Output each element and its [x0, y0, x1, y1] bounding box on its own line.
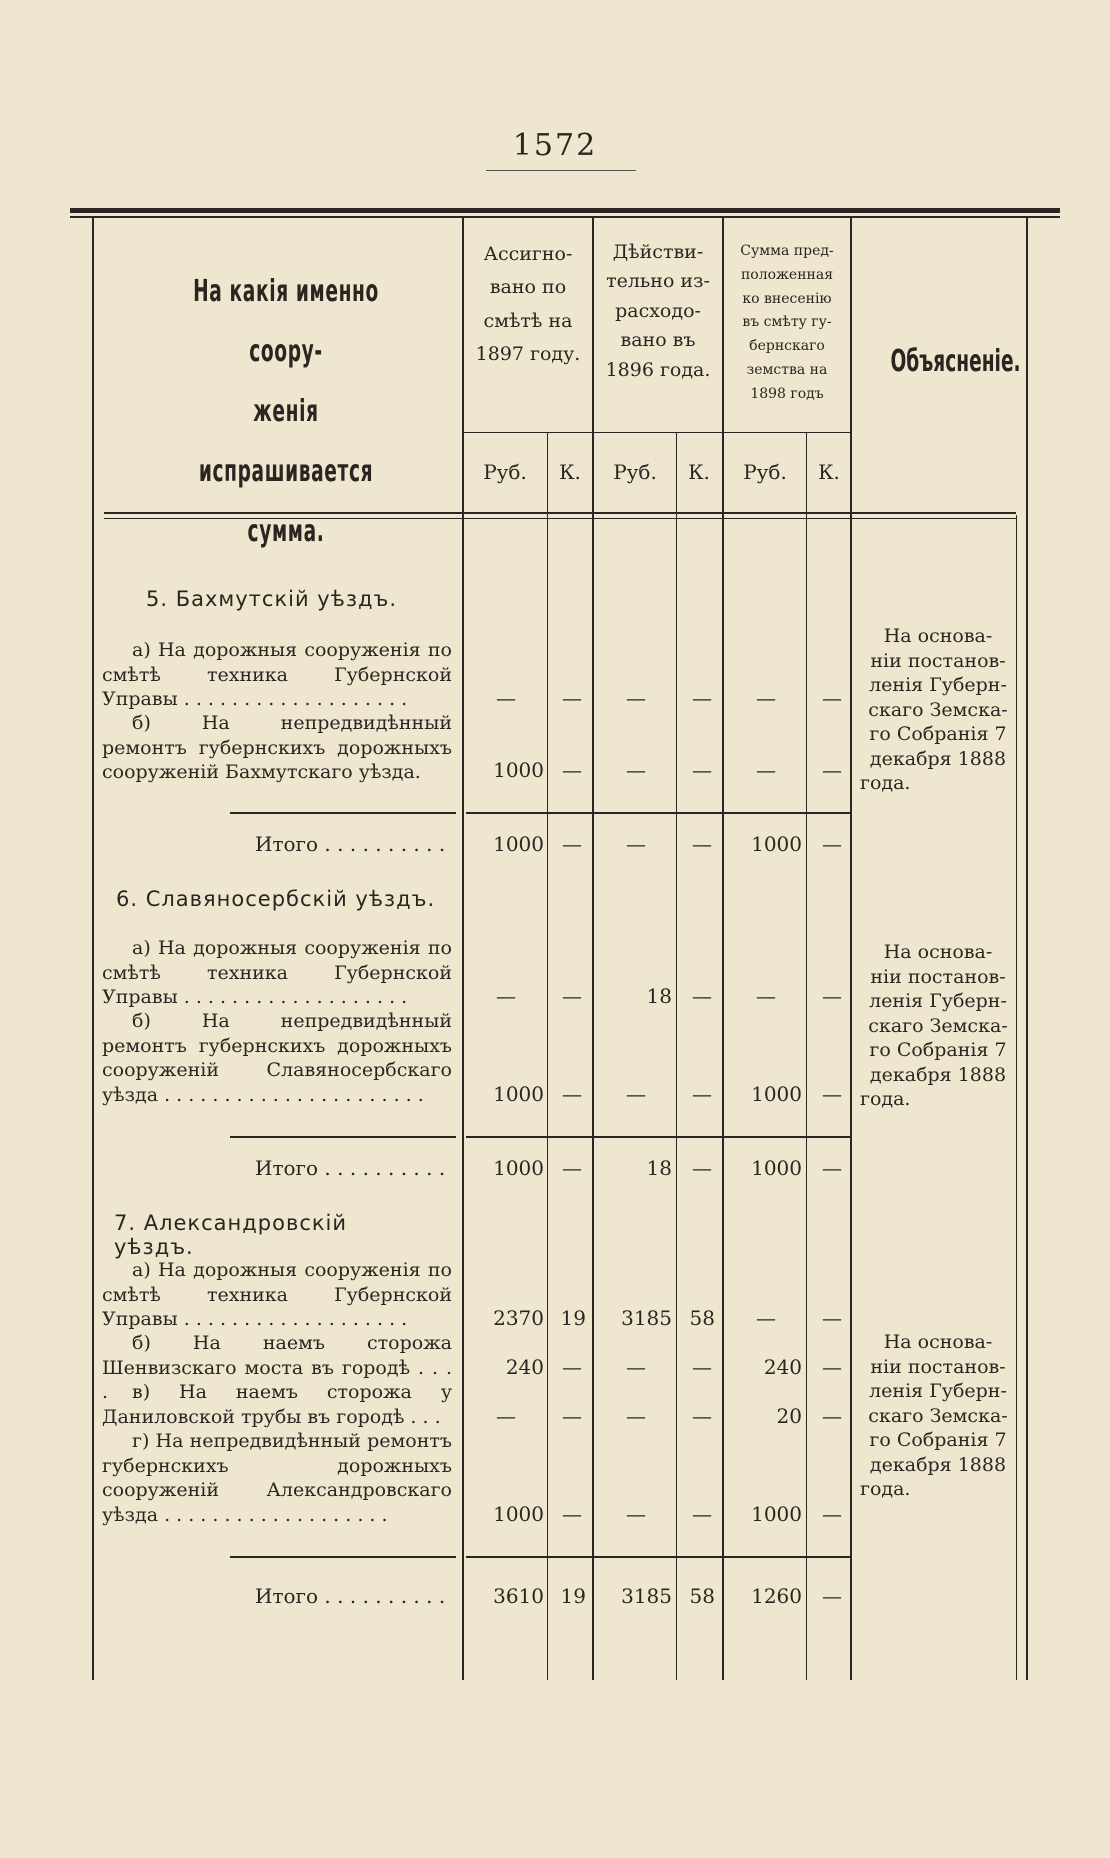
dash: — [626, 1355, 646, 1379]
dash: — [692, 832, 712, 856]
total-cell: 1000 [493, 1156, 544, 1180]
page-number-rule [486, 170, 636, 171]
explanation-line: го Собранія 7 [869, 723, 1007, 745]
explanation-line: года. [860, 772, 911, 794]
explanation-line: ніи постанов- [870, 649, 1006, 672]
explanation-line: го Собранія 7 [869, 1039, 1007, 1061]
dash: — [626, 758, 646, 782]
header-col2-line: тельно из- [606, 270, 710, 293]
explanation-line: скаго Земска- [868, 1404, 1008, 1427]
explanation-line: декабря 1888 [869, 1453, 1007, 1476]
explanation [858, 1330, 1018, 1502]
value-cell: 2370 [493, 1306, 544, 1330]
section-title: 6. Славяносербскій уѣздъ. [116, 887, 436, 911]
header-col3-line: положенная [740, 266, 834, 283]
header-col3-line: земства на [746, 361, 828, 378]
dash: — [626, 1082, 646, 1106]
dash: — [822, 832, 842, 856]
total-cell: 3185 [621, 1584, 672, 1608]
dash: — [822, 1502, 842, 1526]
dash: — [562, 984, 582, 1008]
explanation-line: декабря 1888 [869, 1063, 1007, 1086]
header-main-line: На какія именно соору- [193, 274, 379, 369]
dash: — [626, 686, 646, 710]
explanation [858, 624, 1018, 796]
dash: — [692, 1082, 712, 1106]
dash: — [692, 1502, 712, 1526]
page-number: 1572 [512, 128, 598, 163]
dash: — [626, 832, 646, 856]
dash: — [496, 1404, 516, 1428]
unit-kop: К. [559, 460, 581, 484]
unit-kop: К. [688, 460, 710, 484]
header-col1 [466, 238, 590, 371]
total-cell: 1260 [751, 1584, 802, 1608]
header-col2-line: Дѣйстви- [612, 241, 704, 263]
value-cell: 20 [776, 1404, 802, 1428]
dash: — [822, 1584, 842, 1608]
unit-rub: Руб. [483, 460, 527, 484]
total-cell: 1000 [751, 1156, 802, 1180]
table-left-border [92, 218, 94, 1680]
value-cell: 240 [505, 1355, 544, 1379]
dash: — [562, 832, 582, 856]
list-item: а) На дорожныя сооруженія по смѣтѣ техника Губернской Управы . . . . . . . . . . . . . . . . . . . [102, 1259, 452, 1330]
value-cell: 1000 [751, 1082, 802, 1106]
dash: — [756, 686, 776, 710]
dash: — [822, 1355, 842, 1379]
unit-rub: Руб. [613, 460, 657, 484]
dash: — [822, 758, 842, 782]
table-top-rule [70, 208, 1060, 213]
subtotal-rule [230, 1136, 456, 1138]
total-cell: 58 [689, 1584, 715, 1608]
header-main-line: сумма. [247, 514, 325, 549]
value-cell: 1000 [493, 1082, 544, 1106]
dash: — [756, 758, 776, 782]
header-explanation: Объясненіе. [890, 344, 1021, 379]
explanation-line: года. [860, 1478, 911, 1500]
explanation-line: На основа- [883, 1331, 993, 1353]
value-cell: 3185 [621, 1306, 672, 1330]
header-col1-line: Ассигно- [483, 243, 573, 265]
explanation-line: скаго Земска- [868, 698, 1008, 721]
list-item: б) На непредвидѣнный ремонтъ губернскихъ дорожныхъ сооруженій Славяносербскаго уѣзда . . . . . . . . . . . . . . . . . . . . . . [102, 1010, 452, 1106]
explanation-line: го Собранія 7 [869, 1429, 1007, 1451]
total-cell: 3610 [493, 1584, 544, 1608]
value-cell: 1000 [493, 1502, 544, 1526]
dash: — [756, 1306, 776, 1330]
total-cell: 19 [560, 1584, 586, 1608]
header-col3-line: бернскаго [749, 338, 825, 355]
dash: — [692, 1404, 712, 1428]
header-col2 [596, 238, 720, 385]
dash: — [562, 686, 582, 710]
header-col1-line: 1897 году. [475, 342, 581, 365]
explanation-line: года. [860, 1088, 911, 1110]
total-cell: 1000 [493, 832, 544, 856]
dash: — [692, 984, 712, 1008]
dash: — [692, 758, 712, 782]
subtotal-rule [230, 1556, 456, 1558]
dash: — [822, 984, 842, 1008]
header-col3-line: въ смѣту гу- [742, 314, 832, 331]
total-label: Итого . . . . . . . . . . [255, 1584, 446, 1608]
total-label: Итого . . . . . . . . . . [255, 1156, 446, 1180]
section-title: 5. Бахмутскій уѣздъ. [146, 587, 398, 611]
header-col3-line: ко внесенію [742, 290, 832, 307]
dash: — [822, 1306, 842, 1330]
col-divider [462, 218, 464, 1680]
subtotal-rule [230, 812, 456, 814]
kop-divider [676, 432, 677, 1680]
header-main [176, 262, 397, 562]
explanation-line: ніи постанов- [870, 1355, 1006, 1378]
value-cell: 58 [689, 1306, 715, 1330]
header-col2-line: вано въ [620, 329, 696, 352]
dash: — [822, 1082, 842, 1106]
section-title: 7. Александровскій уѣздъ. [114, 1211, 348, 1259]
dash: — [496, 984, 516, 1008]
unit-rub: Руб. [743, 460, 787, 484]
dash: — [822, 1156, 842, 1180]
dash: — [562, 1156, 582, 1180]
header-col2-line: расходо- [615, 299, 701, 322]
header-col3 [725, 240, 849, 407]
subtotal-rule [466, 812, 850, 814]
dash: — [822, 1404, 842, 1428]
list-item: б) На непредвидѣнный ремонтъ губернскихъ дорожныхъ сооруженій Бахмутскаго уѣзда. [102, 712, 452, 783]
dash: — [562, 1082, 582, 1106]
dash: — [756, 984, 776, 1008]
value-cell: 240 [763, 1355, 802, 1379]
dash: — [562, 758, 582, 782]
dash: — [692, 1156, 712, 1180]
dash: — [626, 1502, 646, 1526]
total-cell: 18 [646, 1156, 672, 1180]
explanation [858, 940, 1018, 1112]
explanation-line: декабря 1888 [869, 747, 1007, 770]
header-main-line: женія испрашивается [198, 394, 374, 489]
explanation-line: ленія Губерн- [869, 990, 1007, 1012]
header-col1-line: смѣтѣ на [483, 309, 573, 332]
header-col1-line: вано по [489, 276, 567, 299]
col-divider [722, 218, 724, 1680]
dash: — [626, 1404, 646, 1428]
dash: — [692, 1355, 712, 1379]
explanation-line: На основа- [883, 941, 993, 963]
dash: — [692, 686, 712, 710]
col-divider [592, 218, 594, 1680]
dash: — [562, 1404, 582, 1428]
col-divider [850, 218, 852, 1680]
kop-divider [806, 432, 807, 1680]
value-cell: 18 [646, 984, 672, 1008]
list-item: б) На наемъ сторожа Шенвизскаго моста въ городѣ . . . . [102, 1332, 452, 1403]
explanation-line: ленія Губерн- [869, 1380, 1007, 1402]
dash: — [822, 686, 842, 710]
kop-divider [547, 432, 548, 1680]
list-item: а) На дорожныя сооруженія по смѣтѣ техника Губернской Управы . . . . . . . . . . . . . . . . . . . [102, 937, 452, 1008]
dash: — [496, 686, 516, 710]
subtotal-rule [466, 1556, 850, 1558]
explanation-line: На основа- [883, 625, 993, 647]
explanation-line: скаго Земска- [868, 1014, 1008, 1037]
total-cell: 1000 [751, 832, 802, 856]
explanation-line: ленія Губерн- [869, 674, 1007, 696]
list-item: а) На дорожныя сооруженія по смѣтѣ техника Губернской Управы . . . . . . . . . . . . . . . . . . . [102, 639, 452, 710]
value-cell: 1000 [493, 758, 544, 782]
subtotal-rule [466, 1136, 850, 1138]
header-col3-line: 1898 годъ [750, 385, 824, 402]
explanation-line: ніи постанов- [870, 965, 1006, 988]
header-col2-line: 1896 года. [605, 358, 711, 381]
table-right-border [1026, 218, 1028, 1680]
dash: — [562, 1355, 582, 1379]
table-top-rule-thin [70, 216, 1060, 218]
value-cell: 1000 [751, 1502, 802, 1526]
value-cell: 19 [560, 1306, 586, 1330]
total-label: Итого . . . . . . . . . . [255, 832, 446, 856]
header-col3-line: Сумма пред- [740, 243, 834, 259]
unit-row-rule [462, 432, 850, 433]
list-item: г) На непредвидѣнный ремонтъ губернскихъ дорожныхъ сооруженій Александровскаго уѣзда . . . . . . . . . . . . . . . . . . . [102, 1430, 452, 1526]
unit-kop: К. [818, 460, 840, 484]
list-item: в) На наемъ сторожа у Даниловской трубы въ городѣ . . . [102, 1381, 452, 1428]
dash: — [562, 1502, 582, 1526]
